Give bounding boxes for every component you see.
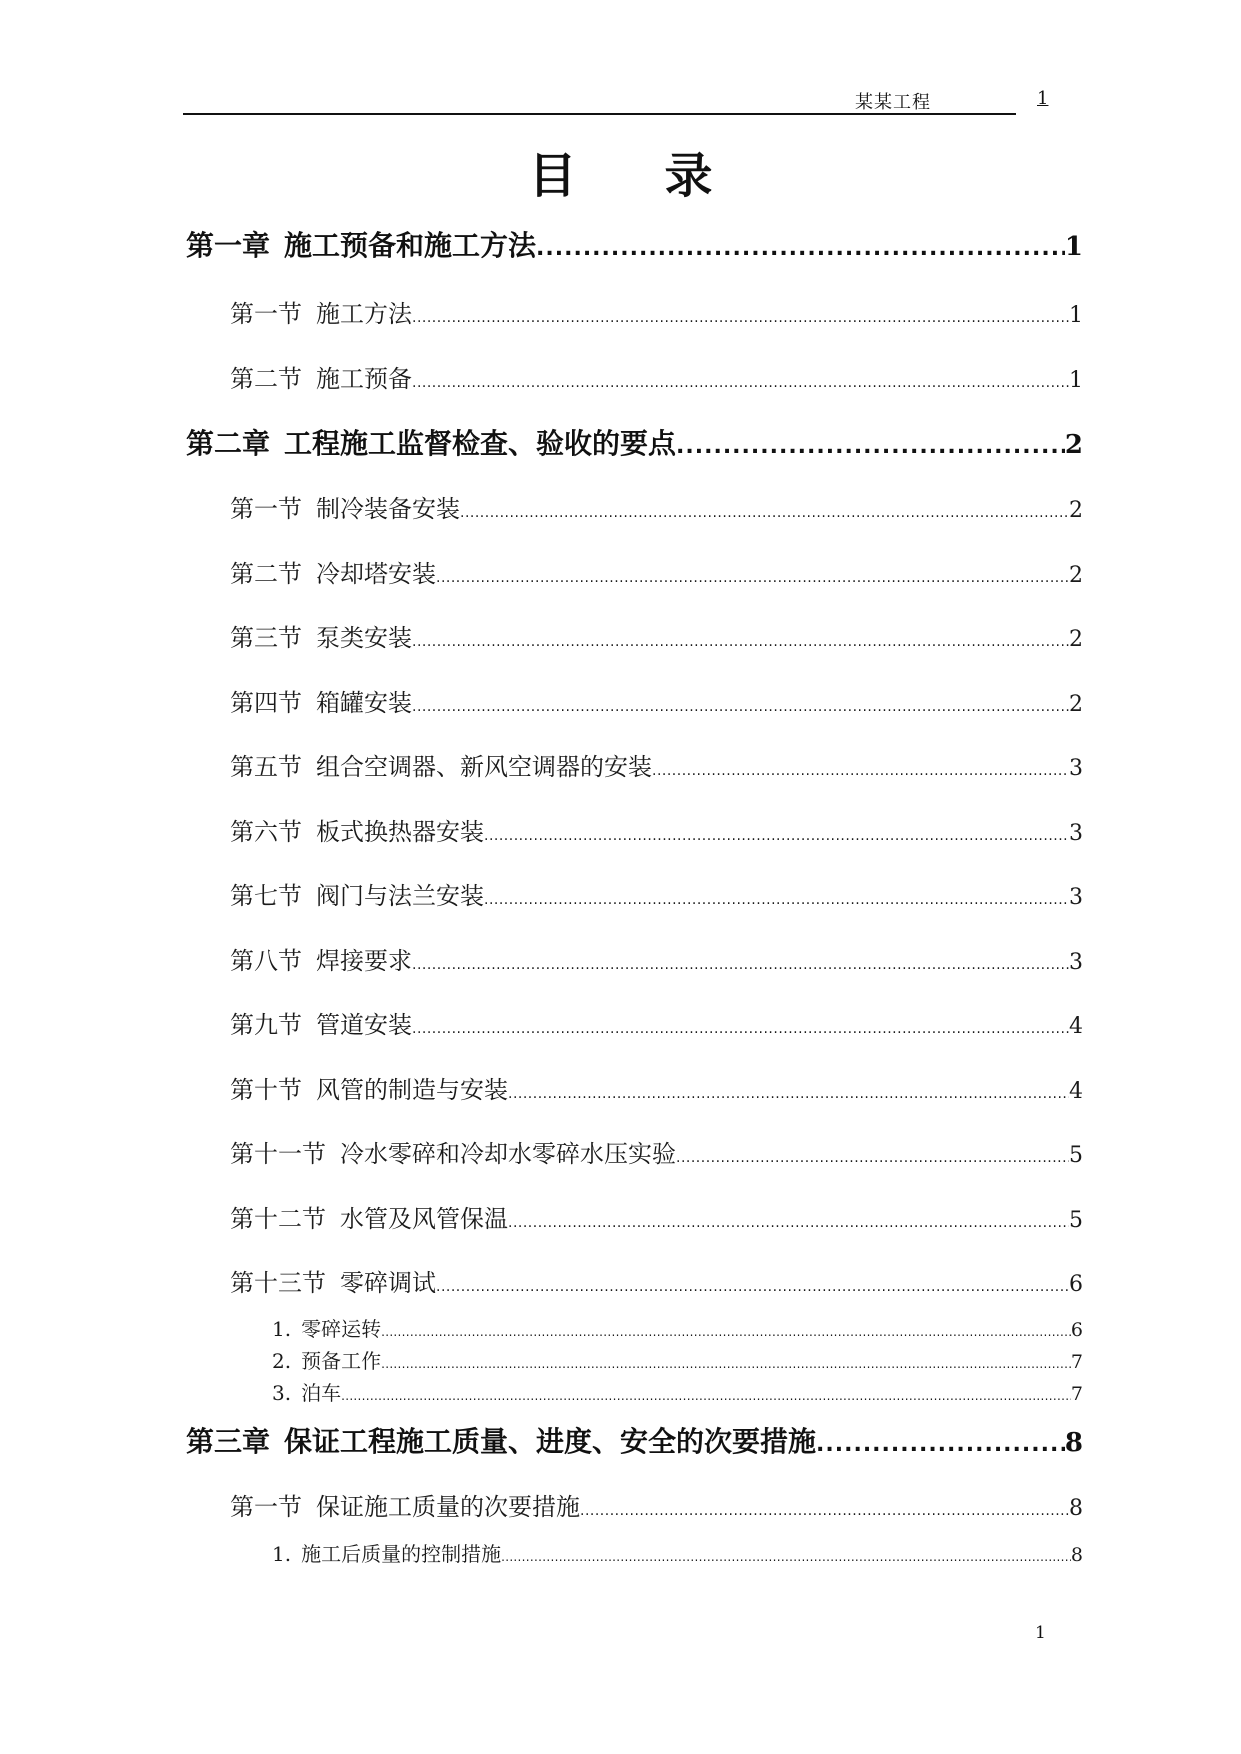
toc-chapter[interactable]: [186, 422, 1083, 462]
toc-leader: [508, 1086, 1069, 1102]
toc-page-number: 5: [1069, 1208, 1083, 1233]
toc-title: 施工方法: [316, 300, 412, 328]
header-page-number: 1: [1037, 88, 1049, 109]
toc-number: 第二节: [230, 365, 302, 393]
toc-leader: [412, 1021, 1069, 1037]
header-document-name: 某某工程: [855, 92, 931, 113]
toc-number: 3.: [272, 1381, 292, 1405]
toc-leader: [501, 1550, 1071, 1564]
toc-leader: [412, 699, 1069, 715]
toc-page-number: 1: [1064, 232, 1083, 262]
header-rule: [183, 113, 1016, 115]
toc-section[interactable]: [230, 1070, 1083, 1105]
toc-section[interactable]: [230, 359, 1083, 394]
toc-chapter[interactable]: [186, 1420, 1083, 1460]
toc-leader: [460, 505, 1069, 521]
footer-page-number: 1: [1035, 1623, 1046, 1643]
toc-number: 第六节: [230, 818, 302, 846]
toc-title: 冷水零碎和冷却水零碎水压实验: [340, 1140, 676, 1168]
toc-number: 第五节: [230, 753, 302, 781]
toc-number: 第十一节: [230, 1140, 326, 1168]
toc-title: 箱罐安装: [316, 689, 412, 717]
toc-title: 施工预备和施工方法: [284, 229, 537, 262]
toc-page-number: 3: [1069, 885, 1083, 910]
toc-title: 组合空调器、新风空调器的安装: [316, 753, 652, 781]
toc-section[interactable]: [230, 876, 1083, 911]
toc-leader: [381, 1325, 1071, 1339]
toc-section[interactable]: [230, 1487, 1083, 1522]
toc-page-number: 3: [1069, 756, 1083, 781]
toc-number: 1.: [272, 1542, 292, 1566]
toc-number: 第九节: [230, 1011, 302, 1039]
toc-page-number: 6: [1070, 1319, 1083, 1341]
toc-item[interactable]: [272, 1313, 1083, 1342]
toc-title: 水管及风管保温: [340, 1205, 508, 1233]
toc-leader: [341, 1389, 1071, 1403]
toc-title: 零碎运转: [301, 1317, 382, 1341]
toc-number: 第十二节: [230, 1205, 326, 1233]
toc-leader: [816, 1432, 1065, 1457]
toc-number: 第二节: [230, 560, 302, 588]
toc-section[interactable]: [230, 812, 1083, 847]
toc-title: 施工预备: [316, 365, 412, 393]
toc-number: 第一节: [230, 300, 302, 328]
toc-number: 2.: [272, 1349, 292, 1373]
toc-title: 泊车: [301, 1381, 342, 1405]
toc-number: 第一节: [230, 495, 302, 523]
toc-page-number: 7: [1070, 1383, 1083, 1405]
toc-title: 管道安装: [316, 1011, 412, 1039]
toc-section[interactable]: [230, 554, 1083, 589]
toc-title: 板式换热器安装: [316, 818, 484, 846]
toc-number: 第三章: [186, 1425, 271, 1458]
toc-title: 风管的制造与安装: [316, 1076, 508, 1104]
toc-section[interactable]: [230, 683, 1083, 718]
toc-leader: [412, 634, 1069, 650]
toc-title: 冷却塔安装: [316, 560, 436, 588]
toc-number: 第八节: [230, 947, 302, 975]
toc-leader: [484, 892, 1069, 908]
toc-chapter[interactable]: [186, 224, 1083, 264]
toc-leader: [412, 957, 1069, 973]
toc-page-number: 2: [1069, 498, 1083, 523]
toc-title: 保证施工质量的次要措施: [316, 1493, 580, 1521]
toc-title: 泵类安装: [316, 624, 412, 652]
toc-item[interactable]: [272, 1345, 1083, 1374]
toc-page-number: 3: [1069, 821, 1083, 846]
toc-title: 工程施工监督检查、验收的要点: [284, 427, 677, 460]
toc-page-number: 8: [1069, 1496, 1083, 1521]
toc-section[interactable]: [230, 1263, 1083, 1298]
toc-leader: [652, 763, 1069, 779]
toc-number: 第二章: [186, 427, 271, 460]
toc-section[interactable]: [230, 294, 1083, 329]
toc-leader: [676, 1150, 1069, 1166]
toc-page-number: 8: [1070, 1544, 1083, 1566]
toc-leader: [436, 570, 1069, 586]
toc-item[interactable]: [272, 1377, 1083, 1406]
toc-title: 焊接要求: [316, 947, 412, 975]
toc-leader: [580, 1503, 1069, 1519]
toc-number: 第四节: [230, 689, 302, 717]
toc-section[interactable]: [230, 1005, 1083, 1040]
toc-page-number: 5: [1069, 1143, 1083, 1168]
toc-page-number: 4: [1069, 1079, 1083, 1104]
toc-page-number: 1: [1069, 368, 1083, 393]
toc-leader: [412, 310, 1069, 326]
toc-title: 零碎调试: [340, 1269, 436, 1297]
toc-page-number: 4: [1069, 1014, 1083, 1039]
toc-number: 第十三节: [230, 1269, 326, 1297]
toc-page-number: 7: [1070, 1351, 1083, 1373]
toc-page-number: 2: [1064, 430, 1083, 460]
toc-section[interactable]: [230, 618, 1083, 653]
toc-leader: [381, 1357, 1071, 1371]
page-title: 目录: [528, 148, 801, 204]
toc-page-number: 2: [1069, 627, 1083, 652]
toc-leader: [536, 236, 1065, 261]
toc-number: 第十节: [230, 1076, 302, 1104]
toc-leader: [508, 1215, 1069, 1231]
toc-page-number: 6: [1069, 1272, 1083, 1297]
toc-number: 第三节: [230, 624, 302, 652]
toc-number: 第一节: [230, 1493, 302, 1521]
toc-section[interactable]: [230, 489, 1083, 524]
toc-number: 第一章: [186, 229, 271, 262]
toc-title: 施工后质量的控制措施: [301, 1542, 502, 1566]
toc-leader: [676, 434, 1065, 459]
toc-number: 第七节: [230, 882, 302, 910]
toc-leader: [484, 828, 1069, 844]
toc-title: 阀门与法兰安装: [316, 882, 484, 910]
toc-page-number: 2: [1069, 563, 1083, 588]
toc-section[interactable]: [230, 747, 1083, 782]
toc-leader: [436, 1279, 1069, 1295]
toc-item[interactable]: [272, 1538, 1083, 1567]
toc-page-number: 3: [1069, 950, 1083, 975]
toc-page-number: 2: [1069, 692, 1083, 717]
toc-number: 1.: [272, 1317, 292, 1341]
toc-section[interactable]: [230, 941, 1083, 976]
toc-leader: [412, 375, 1069, 391]
toc-section[interactable]: [230, 1134, 1083, 1169]
toc-section[interactable]: [230, 1199, 1083, 1234]
toc-title: 制冷装备安装: [316, 495, 460, 523]
toc-page-number: 8: [1064, 1428, 1083, 1458]
toc-title: 预备工作: [301, 1349, 382, 1373]
toc-title: 保证工程施工质量、进度、安全的次要措施: [284, 1425, 817, 1458]
toc-page-number: 1: [1069, 303, 1083, 328]
